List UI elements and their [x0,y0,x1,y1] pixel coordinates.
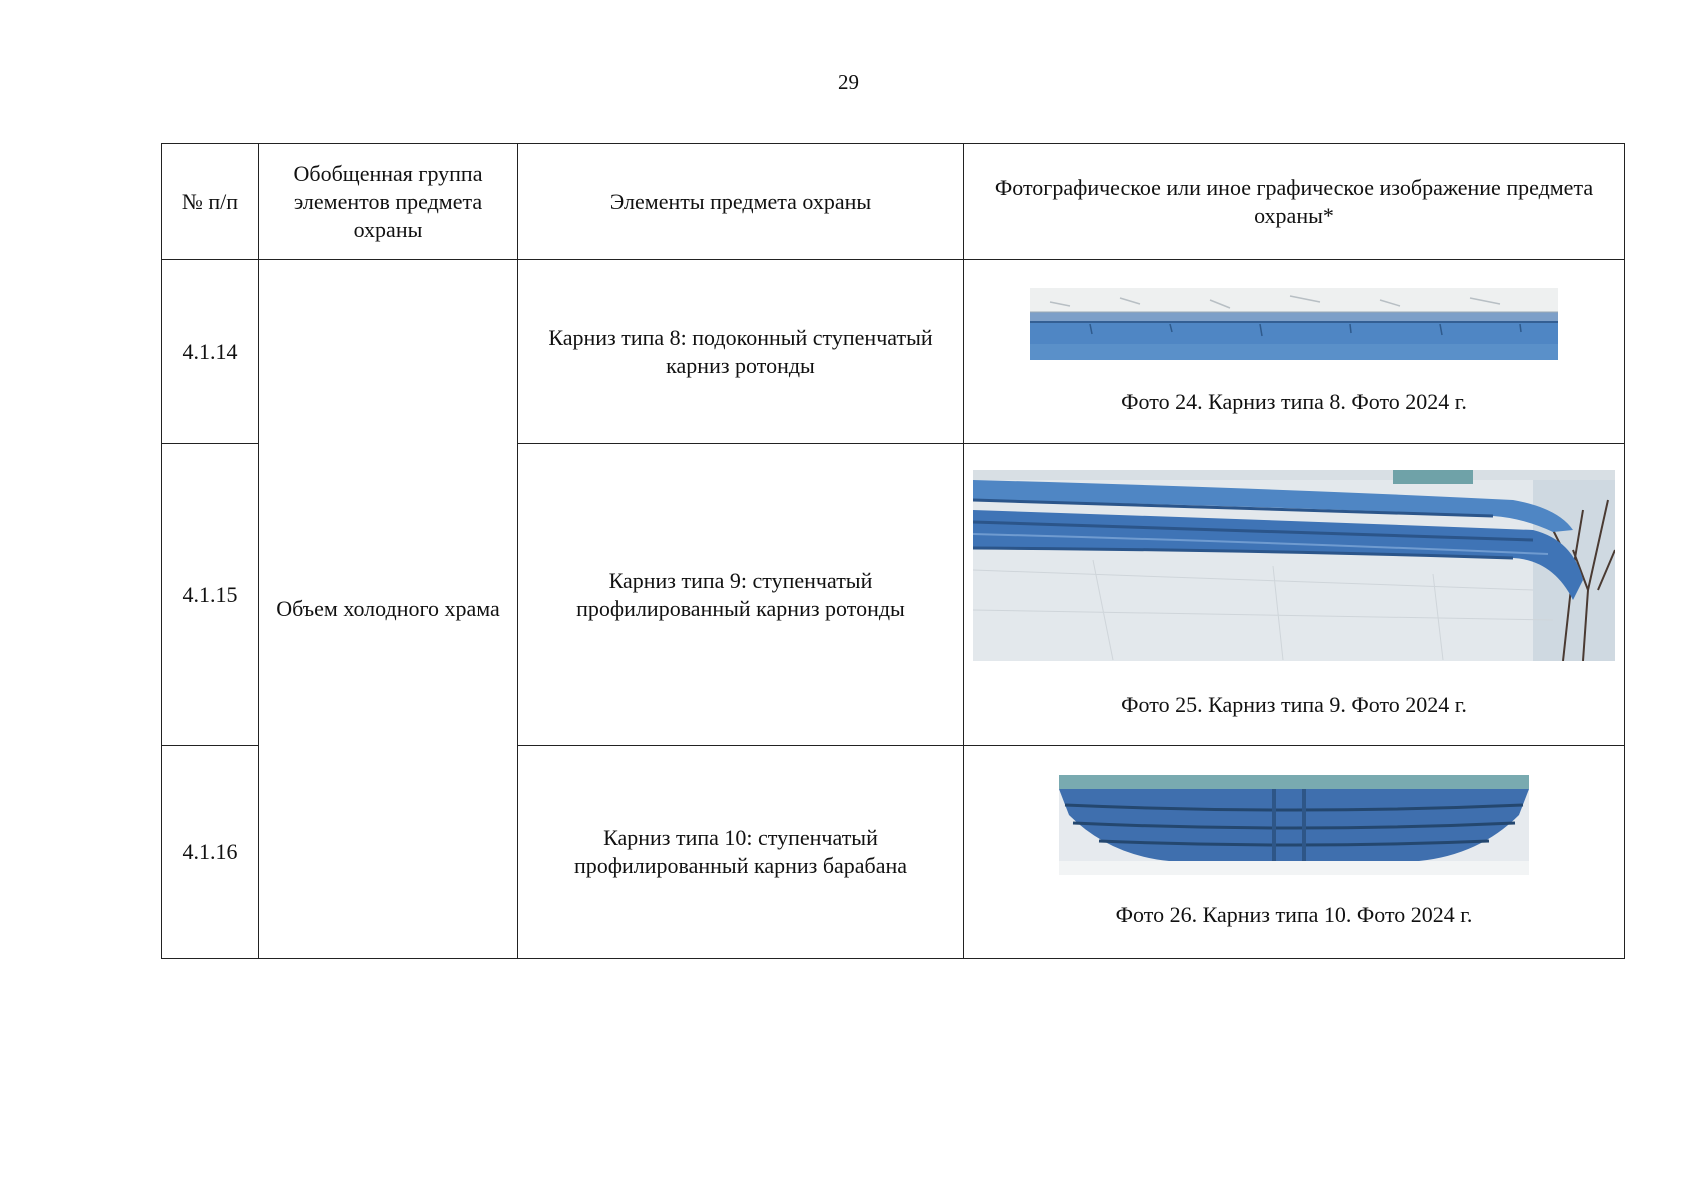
table-header-row [162,144,1625,260]
photo-caption: Фото 24. Карниз типа 8. Фото 2024 г. [1121,388,1467,414]
table-row [162,260,1625,444]
row-num: 4.1.15 [162,444,259,746]
row-element: Карниз типа 10: ступенчатый профилированный карниз барабана [518,746,964,959]
row-num: 4.1.14 [162,260,259,444]
header-image: Фотографическое или иное графическое изображение предмета охраны* [964,144,1625,260]
group-cell: Объем холодного храма [259,260,518,959]
cornice-photo-24 [1030,288,1558,360]
cornice-photo-25 [973,470,1615,661]
photo-cell [964,444,1625,746]
protection-elements-table [161,143,1625,959]
header-num: № п/п [162,144,259,260]
cornice-photo-26 [1059,775,1529,875]
photo-caption: Фото 25. Карниз типа 9. Фото 2024 г. [1121,692,1467,717]
page-number: 29 [838,70,859,94]
header-elements: Элементы предмета охраны [518,144,964,260]
photo-cell [964,746,1625,959]
row-num: 4.1.16 [162,746,259,959]
photo-caption: Фото 26. Карниз типа 10. Фото 2024 г. [1115,902,1473,927]
header-group: Обобщенная группа элементов предмета охраны [259,144,518,260]
row-element: Карниз типа 8: подоконный ступенчатый карниз ротонды [518,260,964,444]
row-element: Карниз типа 9: ступенчатый профилированный карниз ротонды [518,444,964,746]
photo-cell [964,260,1625,444]
